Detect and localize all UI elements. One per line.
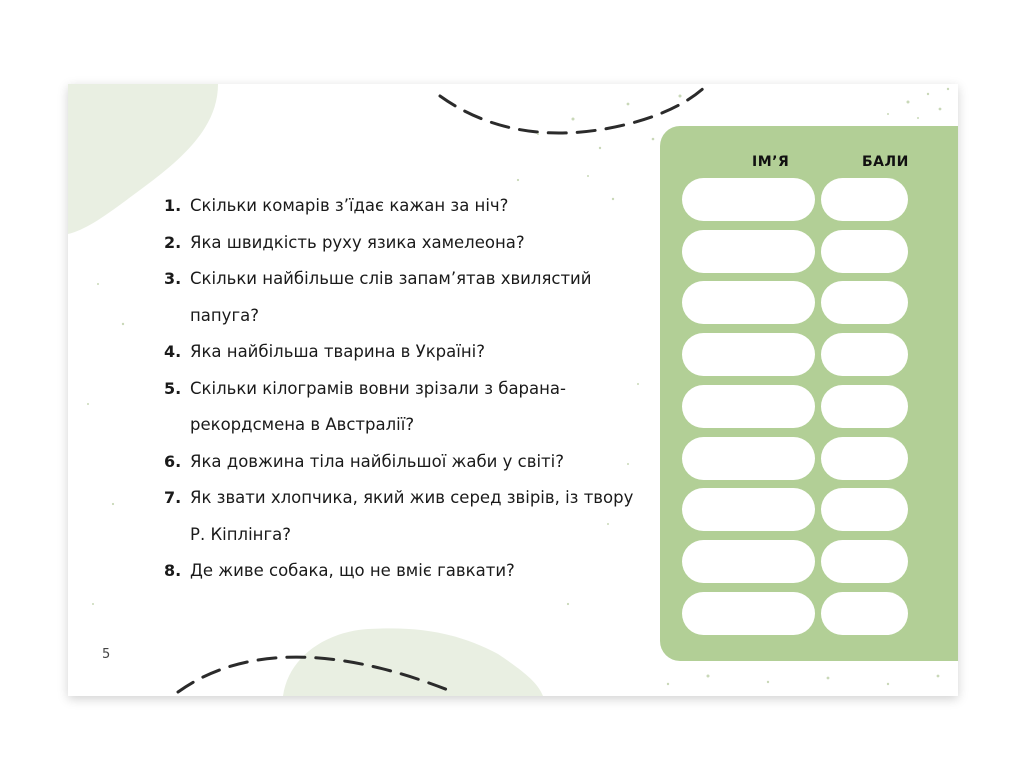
question-item [164, 225, 634, 262]
question-number: 3. [164, 269, 182, 288]
name-cell[interactable] [682, 178, 815, 221]
top-dashed-arc [440, 84, 708, 133]
question-number: 6. [164, 451, 182, 471]
question-item [164, 334, 634, 371]
name-column-header: ІМ’Я [752, 154, 790, 170]
question-number: 7. [164, 488, 182, 507]
score-cell[interactable] [821, 592, 908, 635]
question-text: Де живе собака, що не вміє гавкати? [190, 561, 515, 580]
name-cell[interactable] [682, 230, 815, 273]
score-cell[interactable] [821, 333, 908, 376]
question-text: Скільки кілограмів вовни зрізали з барана-рекордсмена в Австралії? [190, 378, 566, 434]
question-text: Яка швидкість руху язика хамелеона? [190, 232, 525, 252]
name-cell[interactable] [682, 592, 815, 635]
question-item [164, 444, 634, 481]
score-row [682, 230, 938, 273]
score-cell[interactable] [821, 230, 908, 273]
name-cell[interactable] [682, 540, 815, 583]
score-row [682, 592, 938, 635]
score-row [682, 488, 938, 531]
score-row [682, 385, 938, 428]
score-cell[interactable] [821, 178, 908, 221]
name-cell[interactable] [682, 385, 815, 428]
score-cell[interactable] [821, 488, 908, 531]
score-row [682, 333, 938, 376]
question-number: 4. [164, 342, 182, 361]
page-number: 5 [102, 647, 111, 662]
score-cell[interactable] [821, 540, 908, 583]
score-row [682, 540, 938, 583]
question-text: Яка найбільша тварина в Україні? [190, 342, 485, 361]
score-row [682, 437, 938, 480]
score-cell[interactable] [821, 385, 908, 428]
question-number: 1. [164, 196, 182, 215]
question-item [164, 553, 634, 590]
question-number: 5. [164, 378, 182, 398]
name-cell[interactable] [682, 281, 815, 324]
question-text: Скільки комарів з’їдає кажан за ніч? [190, 196, 509, 215]
score-column-header: БАЛИ [862, 154, 909, 170]
question-number: 2. [164, 232, 182, 252]
name-cell[interactable] [682, 437, 815, 480]
name-cell[interactable] [682, 488, 815, 531]
score-cell[interactable] [821, 281, 908, 324]
bottom-blob [283, 628, 543, 696]
score-table [660, 126, 958, 661]
score-row [682, 281, 938, 324]
question-text: Скільки найбільше слів запам’ятав хвилястий папуга? [190, 269, 592, 325]
score-row [682, 178, 938, 221]
question-item [164, 371, 634, 444]
score-cell[interactable] [821, 437, 908, 480]
question-item [164, 188, 634, 225]
question-list [164, 188, 634, 590]
name-cell[interactable] [682, 333, 815, 376]
question-item [164, 261, 634, 334]
question-text: Як звати хлопчика, який жив серед звірів, із твору Р. Кіплінга? [190, 488, 634, 544]
question-text: Яка довжина тіла найбільшої жаби у світі? [190, 451, 564, 471]
question-number: 8. [164, 561, 182, 580]
question-item [164, 480, 634, 553]
worksheet-page [68, 84, 958, 696]
